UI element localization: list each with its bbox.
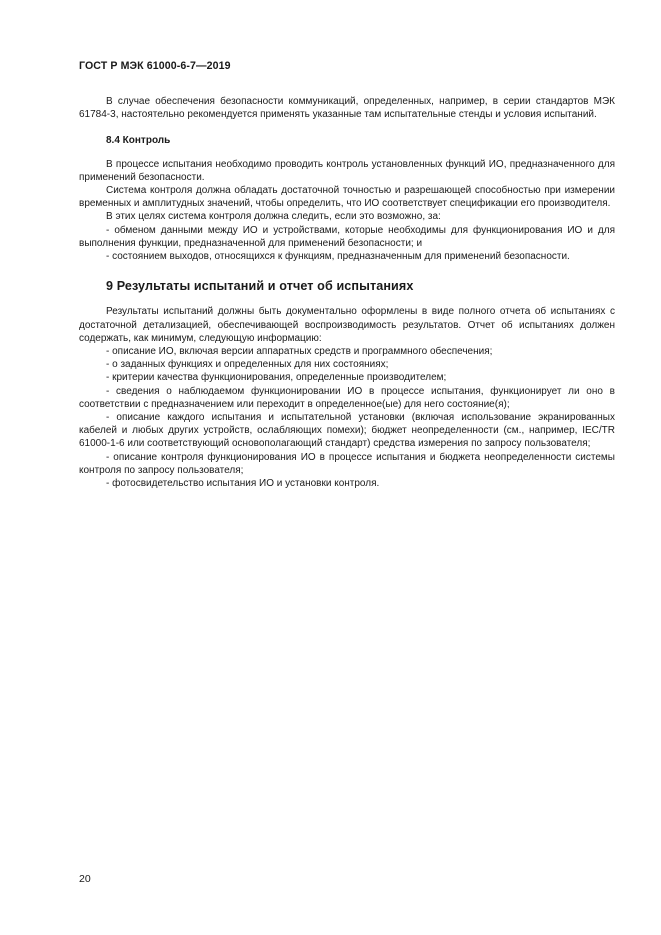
section-8-4-paragraph: В процессе испытания необходимо проводить контроль установленных функций ИО, предназначенного для применений безопасности. <box>79 158 615 183</box>
list-item: - о заданных функциях и определенных для них состояниях; <box>106 359 389 371</box>
list-item: - обменом данными между ИО и устройствами, которые необходимы для функционирования ИО и для выполнения функции, предназначенной для применений безопасности; и <box>79 224 615 249</box>
list-item: - фотосвидетельство испытания ИО и установки контроля. <box>106 478 380 490</box>
document-header: ГОСТ Р МЭК 61000-6-7—2019 <box>79 60 231 72</box>
section-8-4-paragraph: Система контроля должна обладать достаточной точностью и разрешающей способностью при измерении временных и амплитудных значений, чтобы определить, что ИО соответствует спецификации его производителя. <box>79 185 615 210</box>
list-item: - описание ИО, включая версии аппаратных средств и программного обеспечения; <box>106 346 493 358</box>
page-number: 20 <box>79 873 91 885</box>
list-item: - описание каждого испытания и испытательной установки (включая использование экранированных кабелей и любых других устройств, ослабляющих помехи); бюджет неопределенности (см., например, IEC/TR 61000-1-6 или соответствующий основополагающий стандарт) средства измерения по запросу пользователя; <box>79 412 615 450</box>
section-8-4-paragraph: В этих целях система контроля должна следить, если это возможно, за: <box>106 211 441 223</box>
list-item: - состоянием выходов, относящихся к функциям, предназначенным для применений безопасности. <box>106 251 570 263</box>
section-8-4-heading: 8.4 Контроль <box>106 135 171 147</box>
list-item: - сведения о наблюдаемом функционировании ИО в процессе испытания, функционирует ли оно в соответствии с предназначением или переходит в определенное(ые) для него состояние(я); <box>79 385 615 410</box>
document-body <box>79 95 615 490</box>
list-item: - критерии качества функционирования, определенные производителем; <box>106 372 447 384</box>
section-9-paragraph: Результаты испытаний должны быть документально оформлены в виде полного отчета об испытаниях с достаточной детализацией, обеспечивающей воспроизводимость результатов. Отчет об испытаниях должен содержать, как минимум, следующую информацию: <box>79 306 615 344</box>
list-item: - описание контроля функционирования ИО в процессе испытания и бюджета неопределенности системы контроля по запросу пользователя; <box>79 451 615 476</box>
section-9-heading: 9 Результаты испытаний и отчет об испытаниях <box>106 279 414 294</box>
intro-paragraph: В случае обеспечения безопасности коммуникаций, определенных, например, в серии стандартов МЭК 61784-3, настоятельно рекомендуется применять указанные там испытательные стенды и условия испытаний. <box>79 96 615 121</box>
